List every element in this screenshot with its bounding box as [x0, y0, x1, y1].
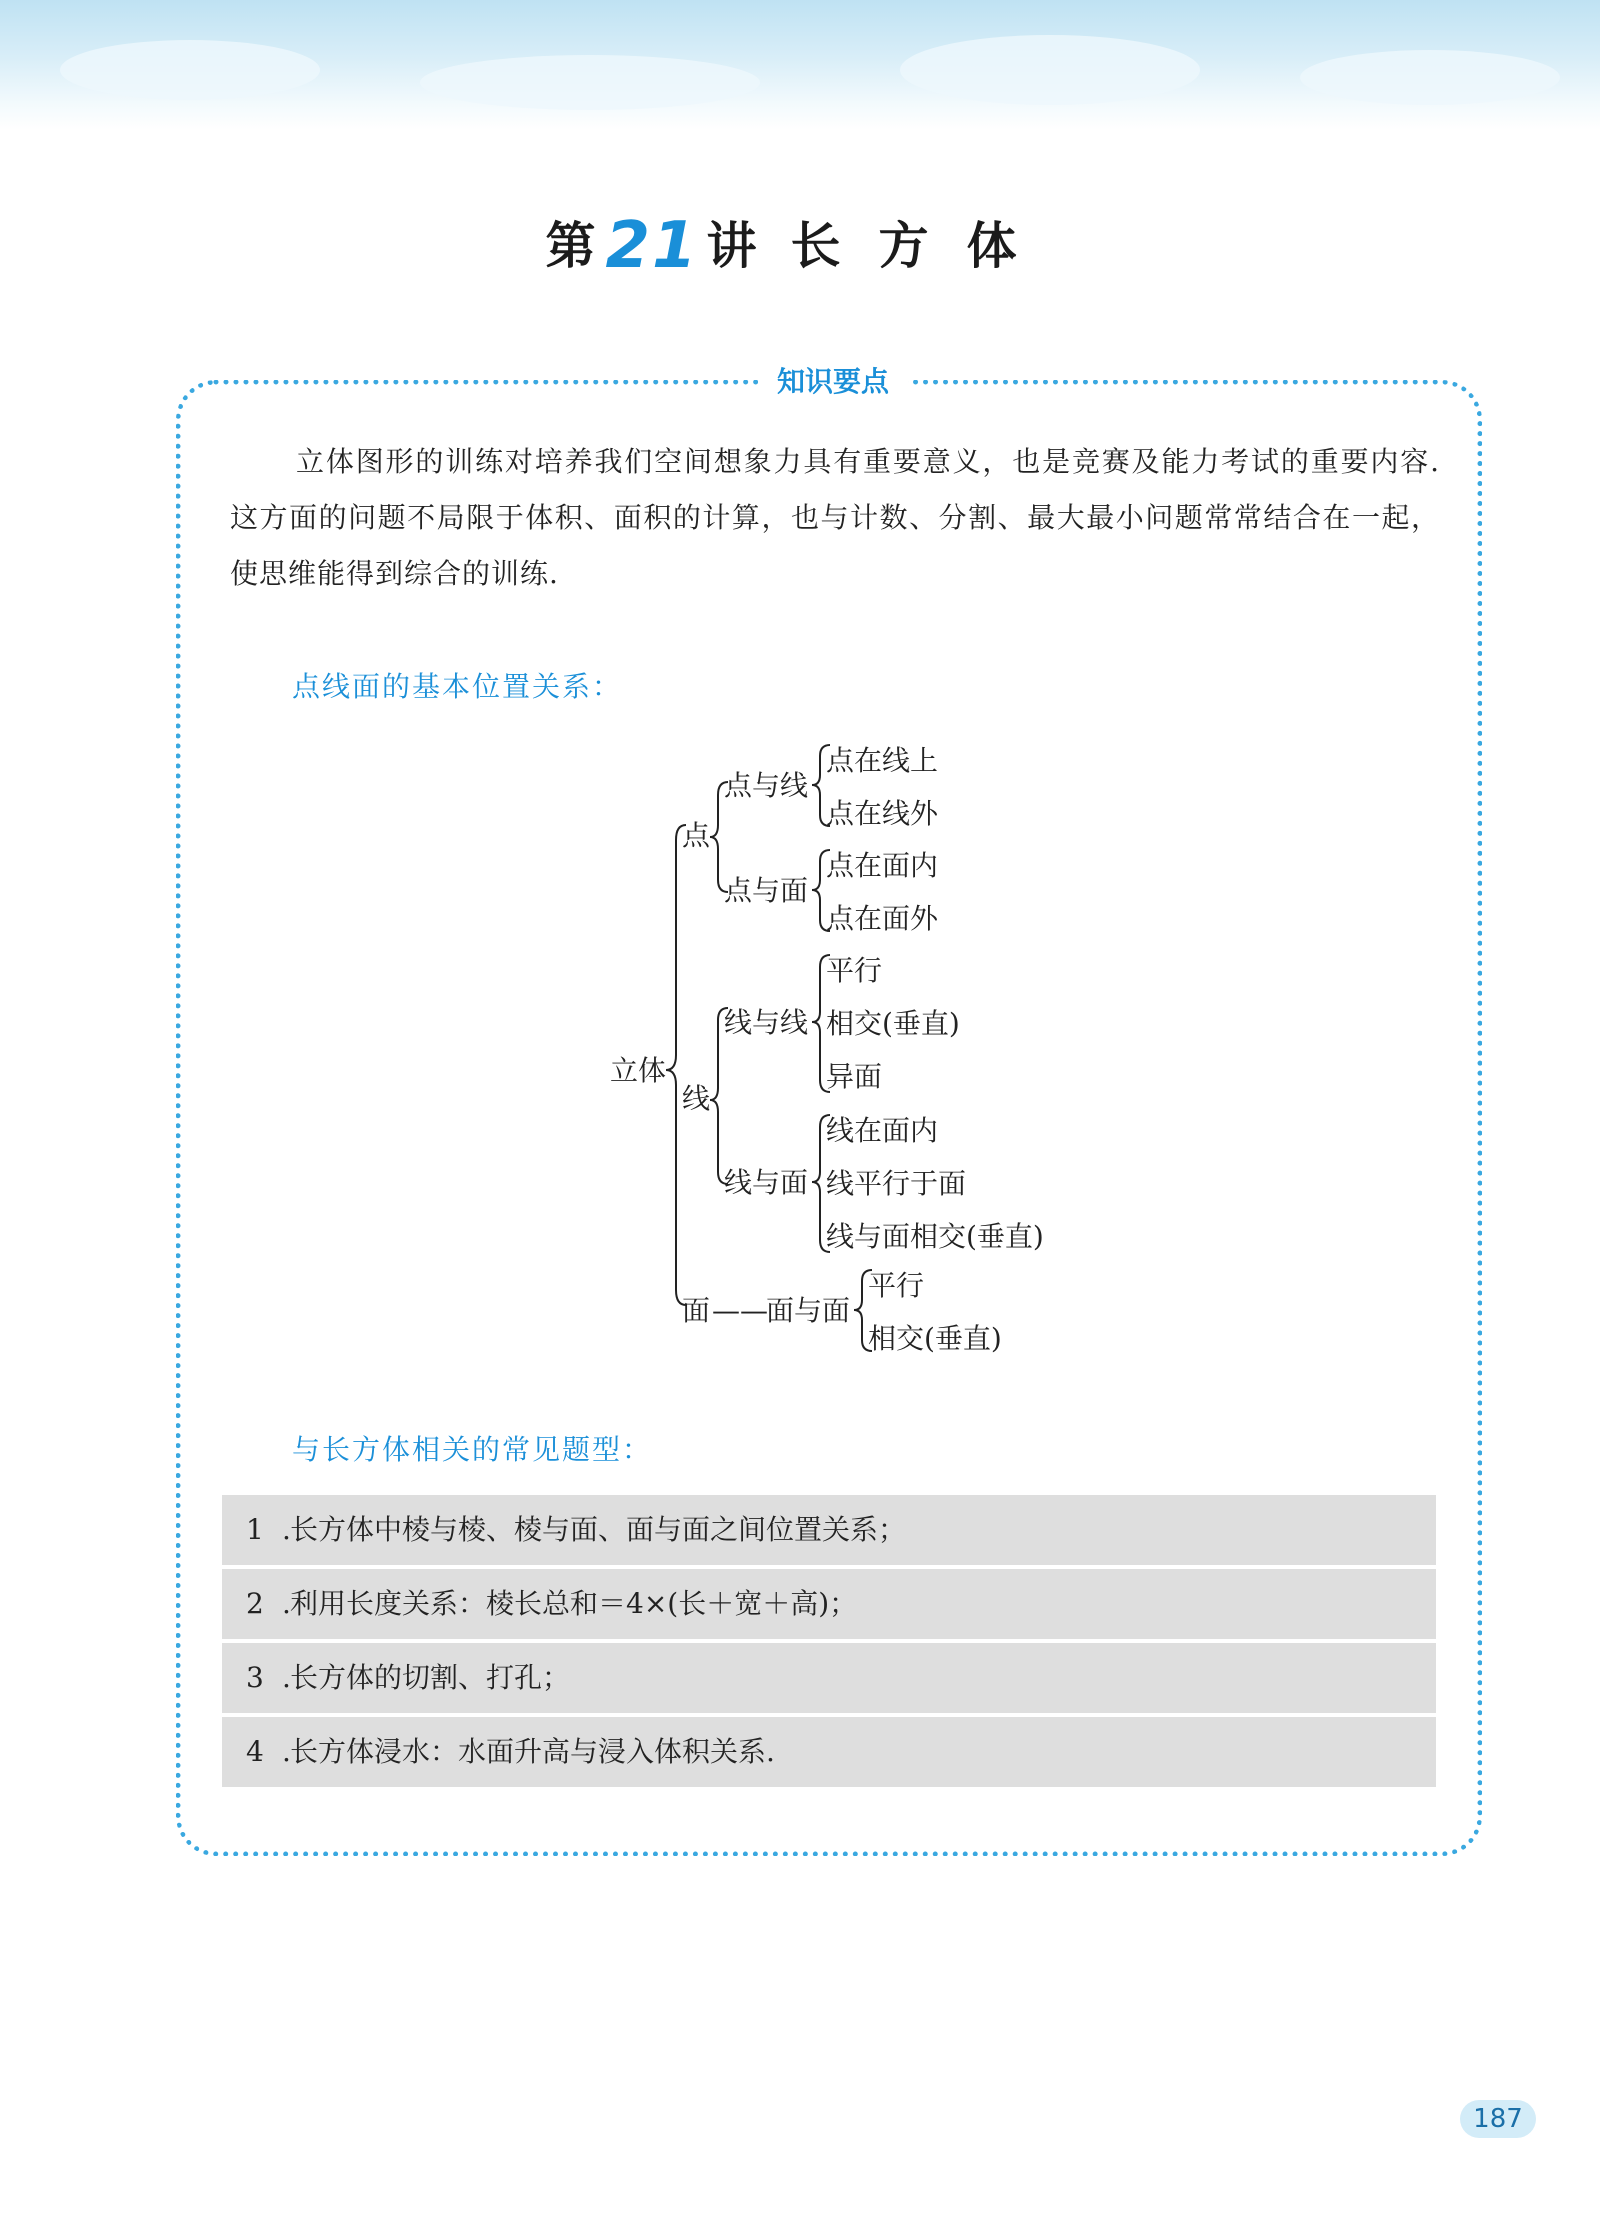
tree-ll-skew: 异面: [826, 1060, 883, 1093]
tree-line: 线: [682, 1082, 711, 1115]
title-prefix: 第: [545, 216, 598, 275]
table-row: 2 .利用长度关系：棱长总和＝4×(长＋宽＋高)；: [222, 1569, 1436, 1639]
tree-root: 立体: [610, 1054, 667, 1087]
section-heading-relations: 点线面的基本位置关系：: [292, 670, 623, 703]
tree-point-plane: 点与面: [724, 874, 809, 907]
tree-point-on-line: 点在线上: [826, 744, 939, 777]
problem-types-table: [222, 1495, 1436, 1791]
table-row: 1 .长方体中棱与棱、棱与面、面与面之间位置关系；: [222, 1495, 1436, 1565]
tree-ll-parallel: 平行: [826, 954, 883, 987]
row-number: 3: [246, 1661, 264, 1694]
row-number: 1: [246, 1513, 264, 1546]
tree-lp-parallel: 线平行于面: [826, 1167, 967, 1200]
tree-point: 点: [682, 819, 711, 852]
row-text: 长方体中棱与棱、棱与面、面与面之间位置关系；: [290, 1513, 907, 1546]
tree-point-off-line: 点在线外: [826, 797, 939, 830]
page-number: 187: [1460, 2100, 1536, 2138]
intro-paragraph: 立体图形的训练对培养我们空间想象力具有重要意义，也是竞赛及能力考试的重要内容. 这方面的问题不局限于体积、面积的计算，也与计数、分割、最大最小问题常常结合在一起，使思维能得到综合的训练.: [230, 445, 1440, 590]
tree-plane-dash: ——: [712, 1294, 768, 1327]
tree-plane: 面: [682, 1294, 711, 1327]
tree-lp-intersect: 线与面相交(垂直): [826, 1220, 1044, 1253]
title-suffix: 讲: [706, 216, 759, 275]
tree-point-line: 点与线: [724, 769, 809, 802]
tree-line-plane: 线与面: [724, 1166, 809, 1199]
row-text: 长方体浸水：水面升高与浸入体积关系.: [290, 1735, 775, 1768]
knowledge-box-label: 知识要点: [758, 360, 908, 404]
tree-lp-in: 线在面内: [826, 1114, 939, 1147]
row-text: 利用长度关系：棱长总和＝4×(长＋宽＋高)；: [290, 1587, 858, 1620]
row-text: 长方体的切割、打孔；: [290, 1661, 571, 1694]
tree-line-line: 线与线: [724, 1006, 809, 1039]
title-topic: 长方体: [790, 216, 1055, 275]
table-row: 4 .长方体浸水：水面升高与浸入体积关系.: [222, 1717, 1436, 1787]
tree-ll-intersect: 相交(垂直): [826, 1007, 960, 1040]
tree-point-in-plane: 点在面内: [826, 849, 939, 882]
table-row: 3 .长方体的切割、打孔；: [222, 1643, 1436, 1713]
lecture-number: 21: [605, 209, 699, 283]
brace-root: [666, 825, 686, 1305]
tree-pp-parallel: 平行: [868, 1269, 925, 1302]
tree-plane-plane: 面与面: [766, 1294, 851, 1327]
row-number: 4: [246, 1735, 264, 1768]
row-number: 2: [246, 1587, 264, 1620]
section-heading-types: 与长方体相关的常见题型：: [292, 1433, 653, 1466]
tree-point-off-plane: 点在面外: [826, 902, 939, 935]
tree-pp-intersect: 相交(垂直): [868, 1322, 1002, 1355]
